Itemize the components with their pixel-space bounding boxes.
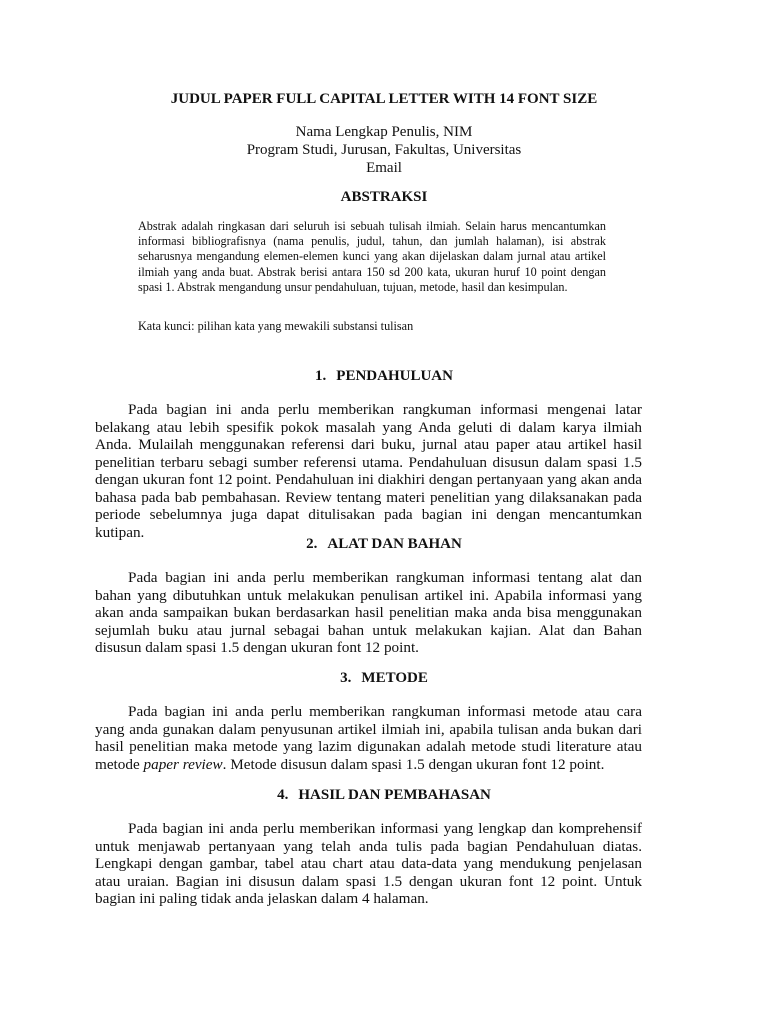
section-number: 4.: [277, 787, 289, 803]
abstract-keywords: Kata kunci: pilihan kata yang mewakili substansi tulisan: [138, 319, 414, 333]
section-body-pendahuluan: Pada bagian ini anda perlu memberikan rangkuman informasi mengenai latar belakang atau lebih spesifik pokok masalah yang Anda geluti di dalam karya ilmiah Anda. Mulailah menggunakan referensi dari buku, jurnal atau paper atau artikel hasil penelitian terbaru sebagi sumber referensi utama. Pendahuluan disusun dalam spasi 1.5 dengan ukuran font 12 point. Pendahuluan ini diakhiri dengan pertanyaan yang akan anda bahasa pada bab pembahasan. Review tentang materi penelitian yang dilaksanakan pada periode sebelumnya juga dapat ditulisakan pada bagian ini dengan mencantumkan kutipan.: [95, 401, 642, 541]
section-number: 2.: [306, 536, 318, 552]
section-body-metode: [95, 703, 642, 773]
paper-title: JUDUL PAPER FULL CAPITAL LETTER WITH 14 FONT SIZE: [170, 91, 598, 107]
author-email: Email: [366, 160, 402, 176]
abstract-heading: ABSTRAKSI: [340, 189, 428, 205]
section-title: METODE: [361, 670, 428, 686]
author-affiliation: Program Studi, Jurusan, Fakultas, Universitas: [246, 142, 522, 158]
section-title: PENDAHULUAN: [336, 368, 453, 384]
metode-text-after: . Metode disusun dalam spasi 1.5 dengan ukuran font 12 point.: [222, 755, 605, 773]
metode-text-italic: paper review: [143, 755, 223, 773]
author-name: Nama Lengkap Penulis, NIM: [295, 124, 473, 140]
section-heading-metode: [0, 669, 768, 687]
section-title: HASIL DAN PEMBAHASAN: [298, 787, 491, 803]
abstract-text: Abstrak adalah ringkasan dari seluruh isi sebuah tulisah ilmiah. Selain harus mencantumkan informasi bibliografisnya (nama penulis, judul, tahun, dan jumlah halaman), isi abstrak seharusnya mengandung elemen-elemen kunci yang akan dijelaskan dalam jurnal atau artikel ilmiah yang anda buat. Abstrak berisi antara 150 sd 200 kata, ukuran huruf 10 point dengan spasi 1. Abstrak mengandung unsur pendahuluan, tujuan, metode, hasil dan kesimpulan.: [138, 219, 606, 294]
section-number: 3.: [340, 670, 352, 686]
section-heading-alat-dan-bahan: [0, 535, 768, 553]
section-body-alat-dan-bahan: Pada bagian ini anda perlu memberikan rangkuman informasi tentang alat dan bahan yang dibutuhkan untuk melakukan penulisan artikel ini. Apabila informasi yang akan anda sampaikan bukan berdasarkan hasil penelitian maka anda bisa menggunakan sejumlah buku atau jurnal sebagai bahan untuk melakukan kajian. Alat dan Bahan disusun dalam spasi 1.5 dengan ukuran font 12 point.: [95, 569, 642, 656]
section-heading-hasil-dan-pembahasan: [0, 786, 768, 804]
section-title: ALAT DAN BAHAN: [327, 536, 462, 552]
section-number: 1.: [315, 368, 327, 384]
section-heading-pendahuluan: [0, 367, 768, 385]
section-body-hasil-dan-pembahasan: Pada bagian ini anda perlu memberikan informasi yang lengkap dan komprehensif untuk menjawab pertanyaan yang telah anda tulis pada bagian Pendahuluan diatas. Lengkapi dengan gambar, tabel atau chart atau data-data yang mendukung penjelasan atau uraian. Bagian ini disusun dalam spasi 1.5 dengan ukuran font 12 point. Untuk bagian ini paling tidak anda jelaskan dalam 4 halaman.: [95, 820, 642, 907]
metode-text-before: Pada bagian ini anda perlu memberikan rangkuman informasi metode atau cara yang anda gunakan dalam penyusunan artikel ilmiah ini, apabila tulisan anda bukan dari hasil penelitian maka metode yang lazim digunakan adalah metode studi literature atau metode: [95, 703, 642, 773]
author-block: [0, 123, 768, 177]
